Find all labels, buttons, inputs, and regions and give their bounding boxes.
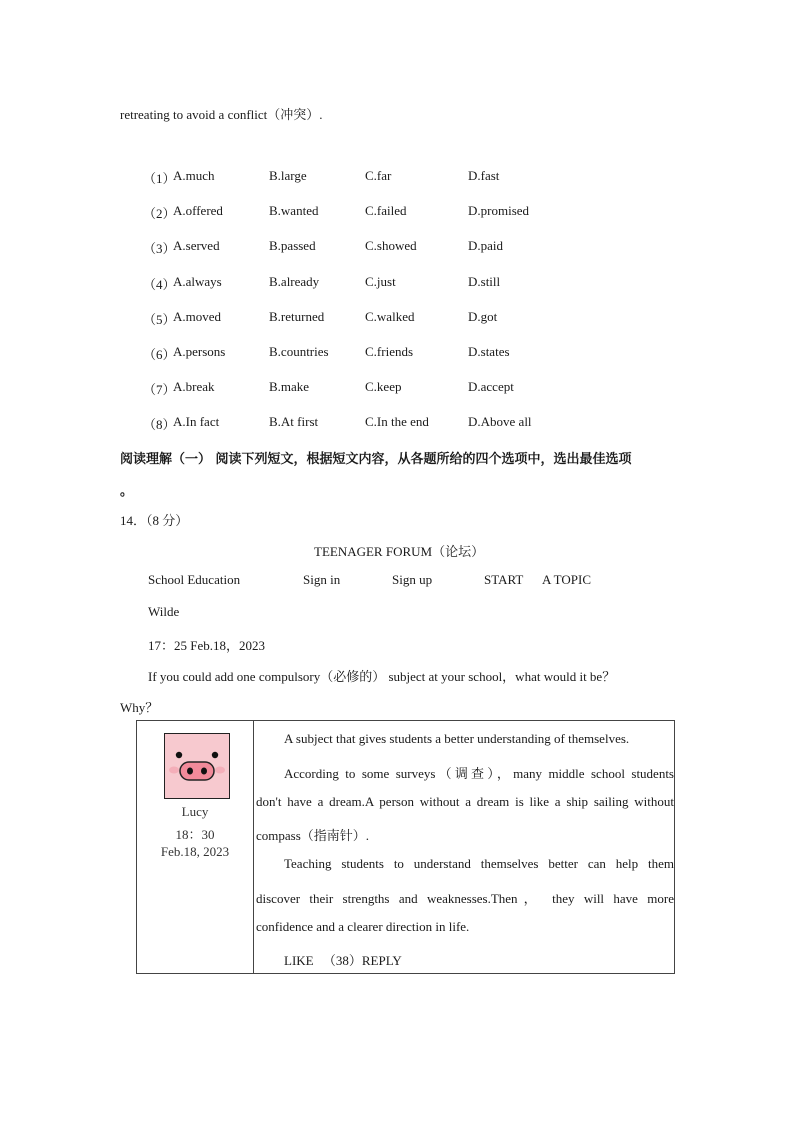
reply-line-6: discover their strengths and weaknesses.Then， they will have more [256,891,674,906]
reply-date: Feb.18, 2023 [160,844,230,859]
option-a[interactable]: A.persons [173,344,226,359]
column-divider [253,721,254,973]
pig-face-icon [165,734,229,798]
option-c[interactable]: C.friends [365,344,414,359]
question-number: （8） [143,417,176,432]
option-c[interactable]: C.failed [365,203,407,218]
question-number: （7） [143,382,176,397]
question-number: （2） [143,206,176,221]
option-c[interactable]: C.far [365,168,392,183]
question-number: （1） [143,171,176,186]
option-d[interactable]: D.paid [468,238,504,253]
question-number: （6） [143,347,176,362]
reply-card [136,720,675,974]
question-number-14: 14．（8 分） [120,513,189,528]
reply-line-2: According to some surveys（调查），many middle school students [284,766,674,781]
option-d[interactable]: D.got [468,309,498,324]
passage-tail: retreating to avoid a conflict（冲突）. [120,107,323,122]
option-d[interactable]: D.states [468,344,510,359]
reply-line-5: Teaching students to understand themselves better can help them [284,856,674,871]
post-question-tail: Why？ [120,700,159,715]
reply-line-7: confidence and a clearer direction in life. [256,919,470,934]
forum-title: TEENAGER FORUM（论坛） [314,544,485,559]
section-heading: 阅读理解（一） 阅读下列短文，根据短文内容，从各题所给的四个选项中，选出最佳选项 [120,452,632,467]
option-a[interactable]: A.much [173,168,215,183]
option-d[interactable]: D.promised [468,203,530,218]
like-count: （38） [322,953,362,968]
reply-time: 18：30 [175,827,215,842]
option-a[interactable]: A.served [173,238,220,253]
reply-username[interactable]: Lucy [181,804,209,819]
option-a[interactable]: A.break [173,379,215,394]
reply-button[interactable]: REPLY [361,953,402,968]
nav-school-education[interactable]: School Education [148,572,241,587]
post-timestamp: 17：25 Feb.18，2023 [148,638,266,653]
option-a[interactable]: A.always [173,274,222,289]
option-a[interactable]: A.In fact [173,414,220,429]
option-b[interactable]: B.returned [269,309,325,324]
reply-line-4: compass（指南针）. [256,828,370,843]
option-a[interactable]: A.moved [173,309,222,324]
section-heading-tail: 。 [120,484,134,499]
option-b[interactable]: B.countries [269,344,329,359]
option-c[interactable]: C.In the end [365,414,429,429]
post-author[interactable]: Wilde [148,604,180,619]
option-b[interactable]: B.make [269,379,310,394]
nav-sign-up[interactable]: Sign up [392,572,433,587]
like-button[interactable]: LIKE [284,953,314,968]
nav-sign-in[interactable]: Sign in [303,572,341,587]
reply-line-1: A subject that gives students a better understanding of themselves. [284,731,630,746]
nav-start[interactable]: START [484,572,524,587]
option-d[interactable]: D.fast [468,168,500,183]
question-number: （5） [143,312,176,327]
option-d[interactable]: D.Above all [468,414,532,429]
option-b[interactable]: B.already [269,274,320,289]
post-question: If you could add one compulsory（必修的） subject at your school，what would it be？ [148,669,616,684]
nav-a-topic[interactable]: A TOPIC [542,572,592,587]
option-b[interactable]: B.large [269,168,307,183]
option-b[interactable]: B.wanted [269,203,319,218]
option-b[interactable]: B.passed [269,238,316,253]
option-c[interactable]: C.walked [365,309,415,324]
avatar[interactable] [164,733,230,799]
option-c[interactable]: C.showed [365,238,417,253]
question-number: （4） [143,277,176,292]
reply-actions [284,950,402,969]
option-d[interactable]: D.accept [468,379,514,394]
option-c[interactable]: C.just [365,274,396,289]
reply-line-3: don't have a dream.A person without a dream is like a ship sailing without [256,794,674,809]
option-c[interactable]: C.keep [365,379,402,394]
option-b[interactable]: B.At first [269,414,319,429]
option-a[interactable]: A.offered [173,203,223,218]
option-d[interactable]: D.still [468,274,501,289]
question-number: （3） [143,241,176,256]
